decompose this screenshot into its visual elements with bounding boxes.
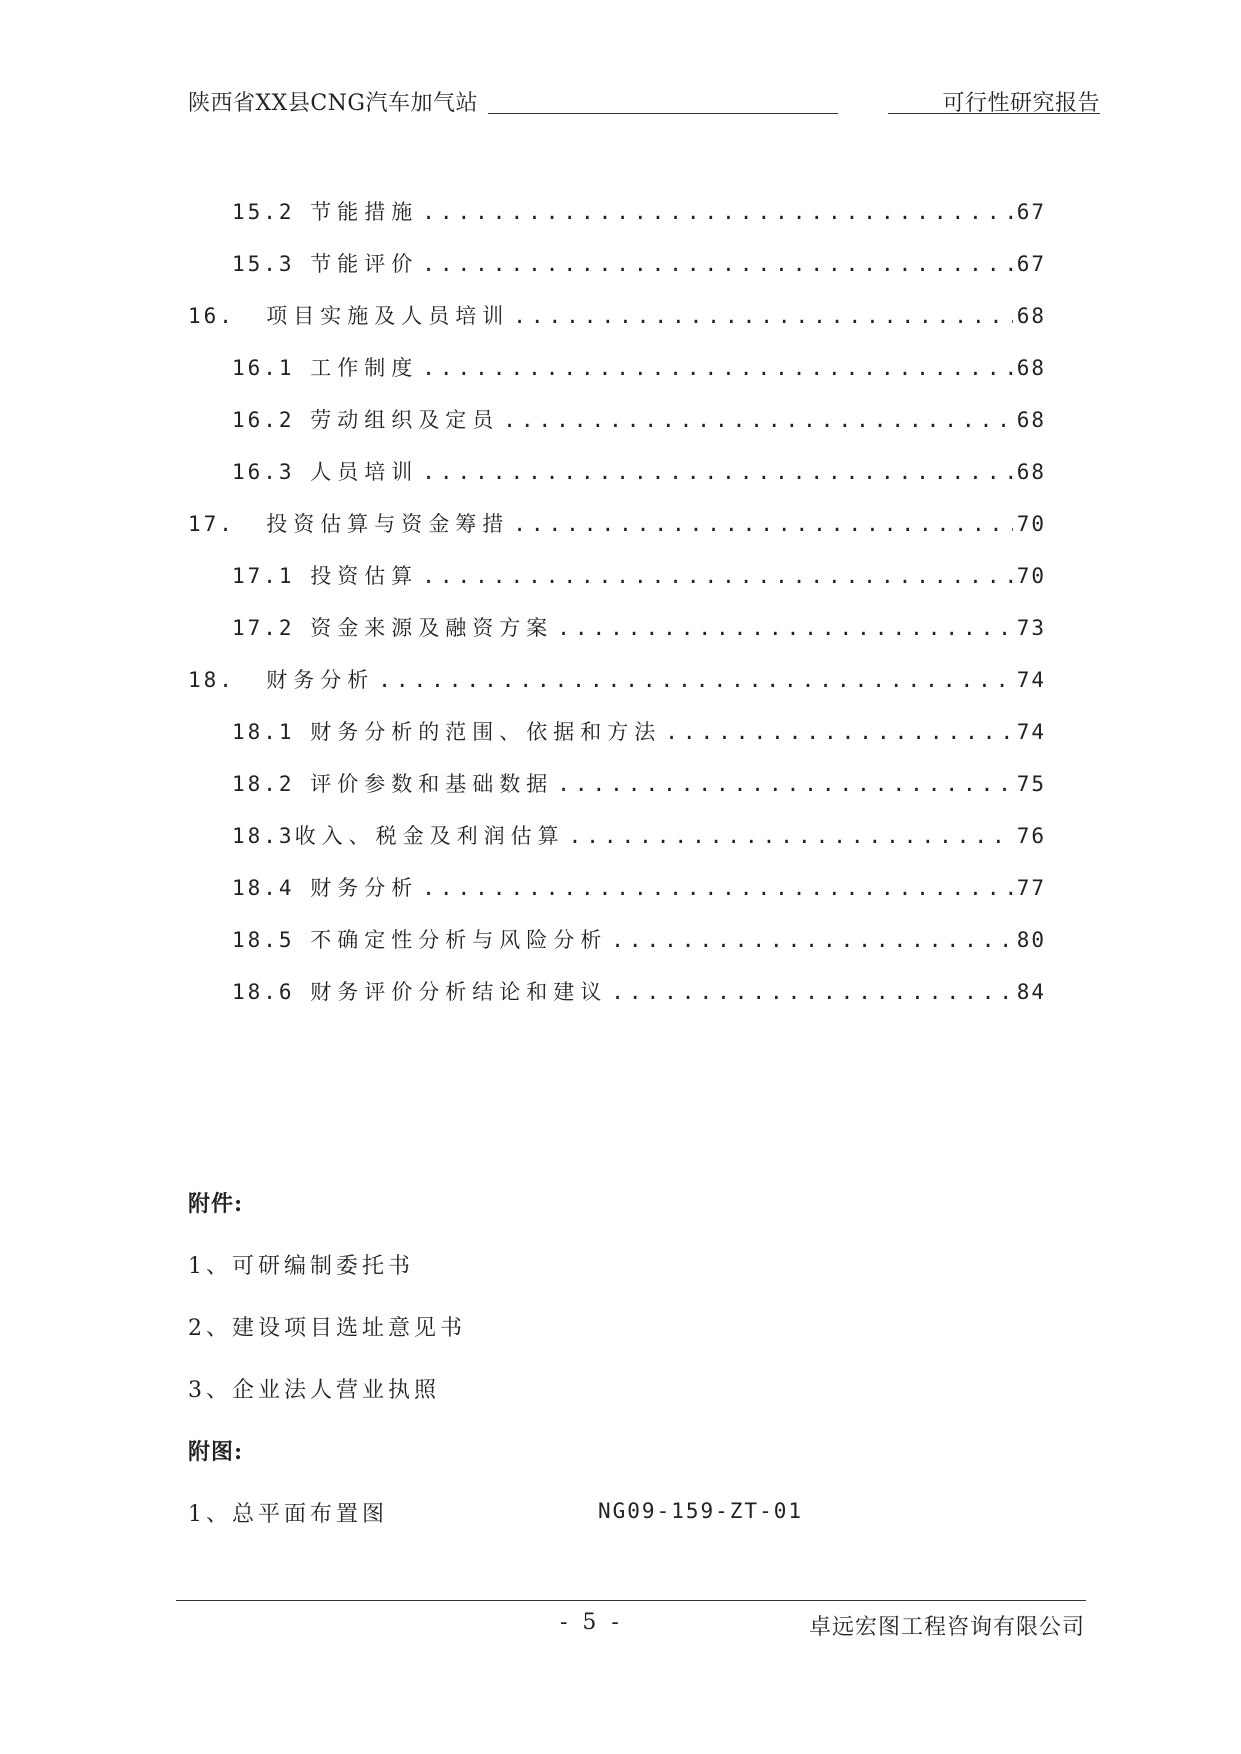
toc-entry[interactable] [232, 456, 1046, 488]
toc-number: 18. [188, 668, 235, 692]
footer-company: 卓远宏图工程咨询有限公司 [808, 1615, 1085, 1640]
toc-entry[interactable] [232, 976, 1046, 1008]
figure-item-code: NG09-159-ZT-01 [598, 1499, 804, 1523]
toc-entry[interactable] [188, 664, 1046, 696]
toc-title: 不确定性分析与风险分析 [310, 928, 608, 952]
toc-title: 投资估算 [310, 564, 419, 588]
toc-entry[interactable] [188, 508, 1046, 540]
toc-number: 18.4 [232, 876, 295, 900]
toc-number: 17.2 [232, 616, 295, 640]
toc-page: 70 [1016, 564, 1046, 588]
toc-number: 16.2 [232, 408, 295, 432]
toc-title: 财务分析的范围、依据和方法 [310, 720, 662, 744]
toc-title: 评价参数和基础数据 [310, 772, 554, 796]
toc-number: 17.1 [232, 564, 295, 588]
toc-entry[interactable] [232, 924, 1046, 956]
toc-entry[interactable] [232, 560, 1046, 592]
toc-entry[interactable] [232, 872, 1046, 904]
toc-leader [611, 980, 1012, 1004]
toc-leader [422, 564, 1012, 588]
toc-entry[interactable] [232, 768, 1046, 800]
toc-page: 80 [1016, 928, 1046, 952]
toc-number: 15.2 [232, 200, 295, 224]
toc-page: 67 [1016, 200, 1046, 224]
toc-number: 18.5 [232, 928, 295, 952]
toc-entry[interactable] [232, 248, 1046, 280]
toc-leader [422, 356, 1012, 380]
toc-entry[interactable] [232, 612, 1046, 644]
toc-number: 16.1 [232, 356, 295, 380]
toc-page: 67 [1016, 252, 1046, 276]
toc-leader [378, 668, 1012, 692]
toc-leader [557, 616, 1012, 640]
toc-page: 68 [1016, 408, 1046, 432]
toc-title: 项目实施及人员培训 [266, 304, 510, 328]
toc-entry[interactable] [232, 716, 1046, 748]
toc-page: 74 [1016, 668, 1046, 692]
toc-number: 18.6 [232, 980, 295, 1004]
toc-page: 70 [1016, 512, 1046, 536]
toc-leader [422, 460, 1012, 484]
toc-number: 17. [188, 512, 235, 536]
toc-page: 76 [1016, 824, 1046, 848]
toc-leader [503, 408, 1012, 432]
toc-page: 68 [1016, 460, 1046, 484]
toc-leader [422, 200, 1012, 224]
toc-entry[interactable] [232, 404, 1046, 436]
toc-leader [557, 772, 1012, 796]
toc-leader [611, 928, 1012, 952]
toc-number: 16. [188, 304, 235, 328]
page-header [188, 86, 1100, 120]
toc-title: 收入、税金及利润估算 [294, 824, 565, 848]
toc-entry[interactable] [232, 352, 1046, 384]
toc-page: 73 [1016, 616, 1046, 640]
toc-number: 16.3 [232, 460, 295, 484]
toc-page: 74 [1016, 720, 1046, 744]
toc-page: 77 [1016, 876, 1046, 900]
header-underline [888, 113, 1100, 114]
toc-title: 财务分析 [310, 876, 419, 900]
toc-title: 劳动组织及定员 [310, 408, 500, 432]
toc-title: 财务分析 [266, 668, 375, 692]
toc-leader [513, 304, 1012, 328]
attachments-title: 附件: [188, 1191, 244, 1217]
header-report-type: 可行性研究报告 [942, 91, 1100, 116]
toc-entry[interactable] [232, 196, 1046, 228]
toc-entry[interactable] [232, 820, 1046, 852]
attachment-item: 1、可研编制委托书 [188, 1254, 414, 1279]
toc-title: 资金来源及融资方案 [310, 616, 554, 640]
attachment-item: 3、企业法人营业执照 [188, 1378, 440, 1403]
toc-title: 节能评价 [310, 252, 419, 276]
toc-leader [665, 720, 1012, 744]
toc-title: 人员培训 [310, 460, 419, 484]
toc-title: 投资估算与资金筹措 [266, 512, 510, 536]
figures-title: 附图: [188, 1439, 244, 1465]
toc-page: 84 [1016, 980, 1046, 1004]
toc-title: 财务评价分析结论和建议 [310, 980, 608, 1004]
toc-leader [569, 824, 1013, 848]
toc-leader [513, 512, 1012, 536]
toc-number: 18.1 [232, 720, 295, 744]
header-underline [488, 113, 838, 114]
toc-leader [422, 252, 1012, 276]
toc-number: 18.2 [232, 772, 295, 796]
page-number: - 5 - [560, 1610, 623, 1635]
toc-page: 75 [1016, 772, 1046, 796]
footer-divider [176, 1600, 1086, 1601]
attachment-item: 2、建设项目选址意见书 [188, 1316, 466, 1341]
toc-title: 工作制度 [310, 356, 419, 380]
header-project-name: 陕西省XX县CNG汽车加气站 [188, 91, 478, 116]
toc-number: 15.3 [232, 252, 295, 276]
toc-page: 68 [1016, 304, 1046, 328]
toc-number: 18.3 [232, 824, 295, 848]
toc-leader [422, 876, 1012, 900]
toc-entry[interactable] [188, 300, 1046, 332]
figure-item-name: 1、总平面布置图 [188, 1502, 388, 1527]
toc-page: 68 [1016, 356, 1046, 380]
toc-title: 节能措施 [310, 200, 419, 224]
